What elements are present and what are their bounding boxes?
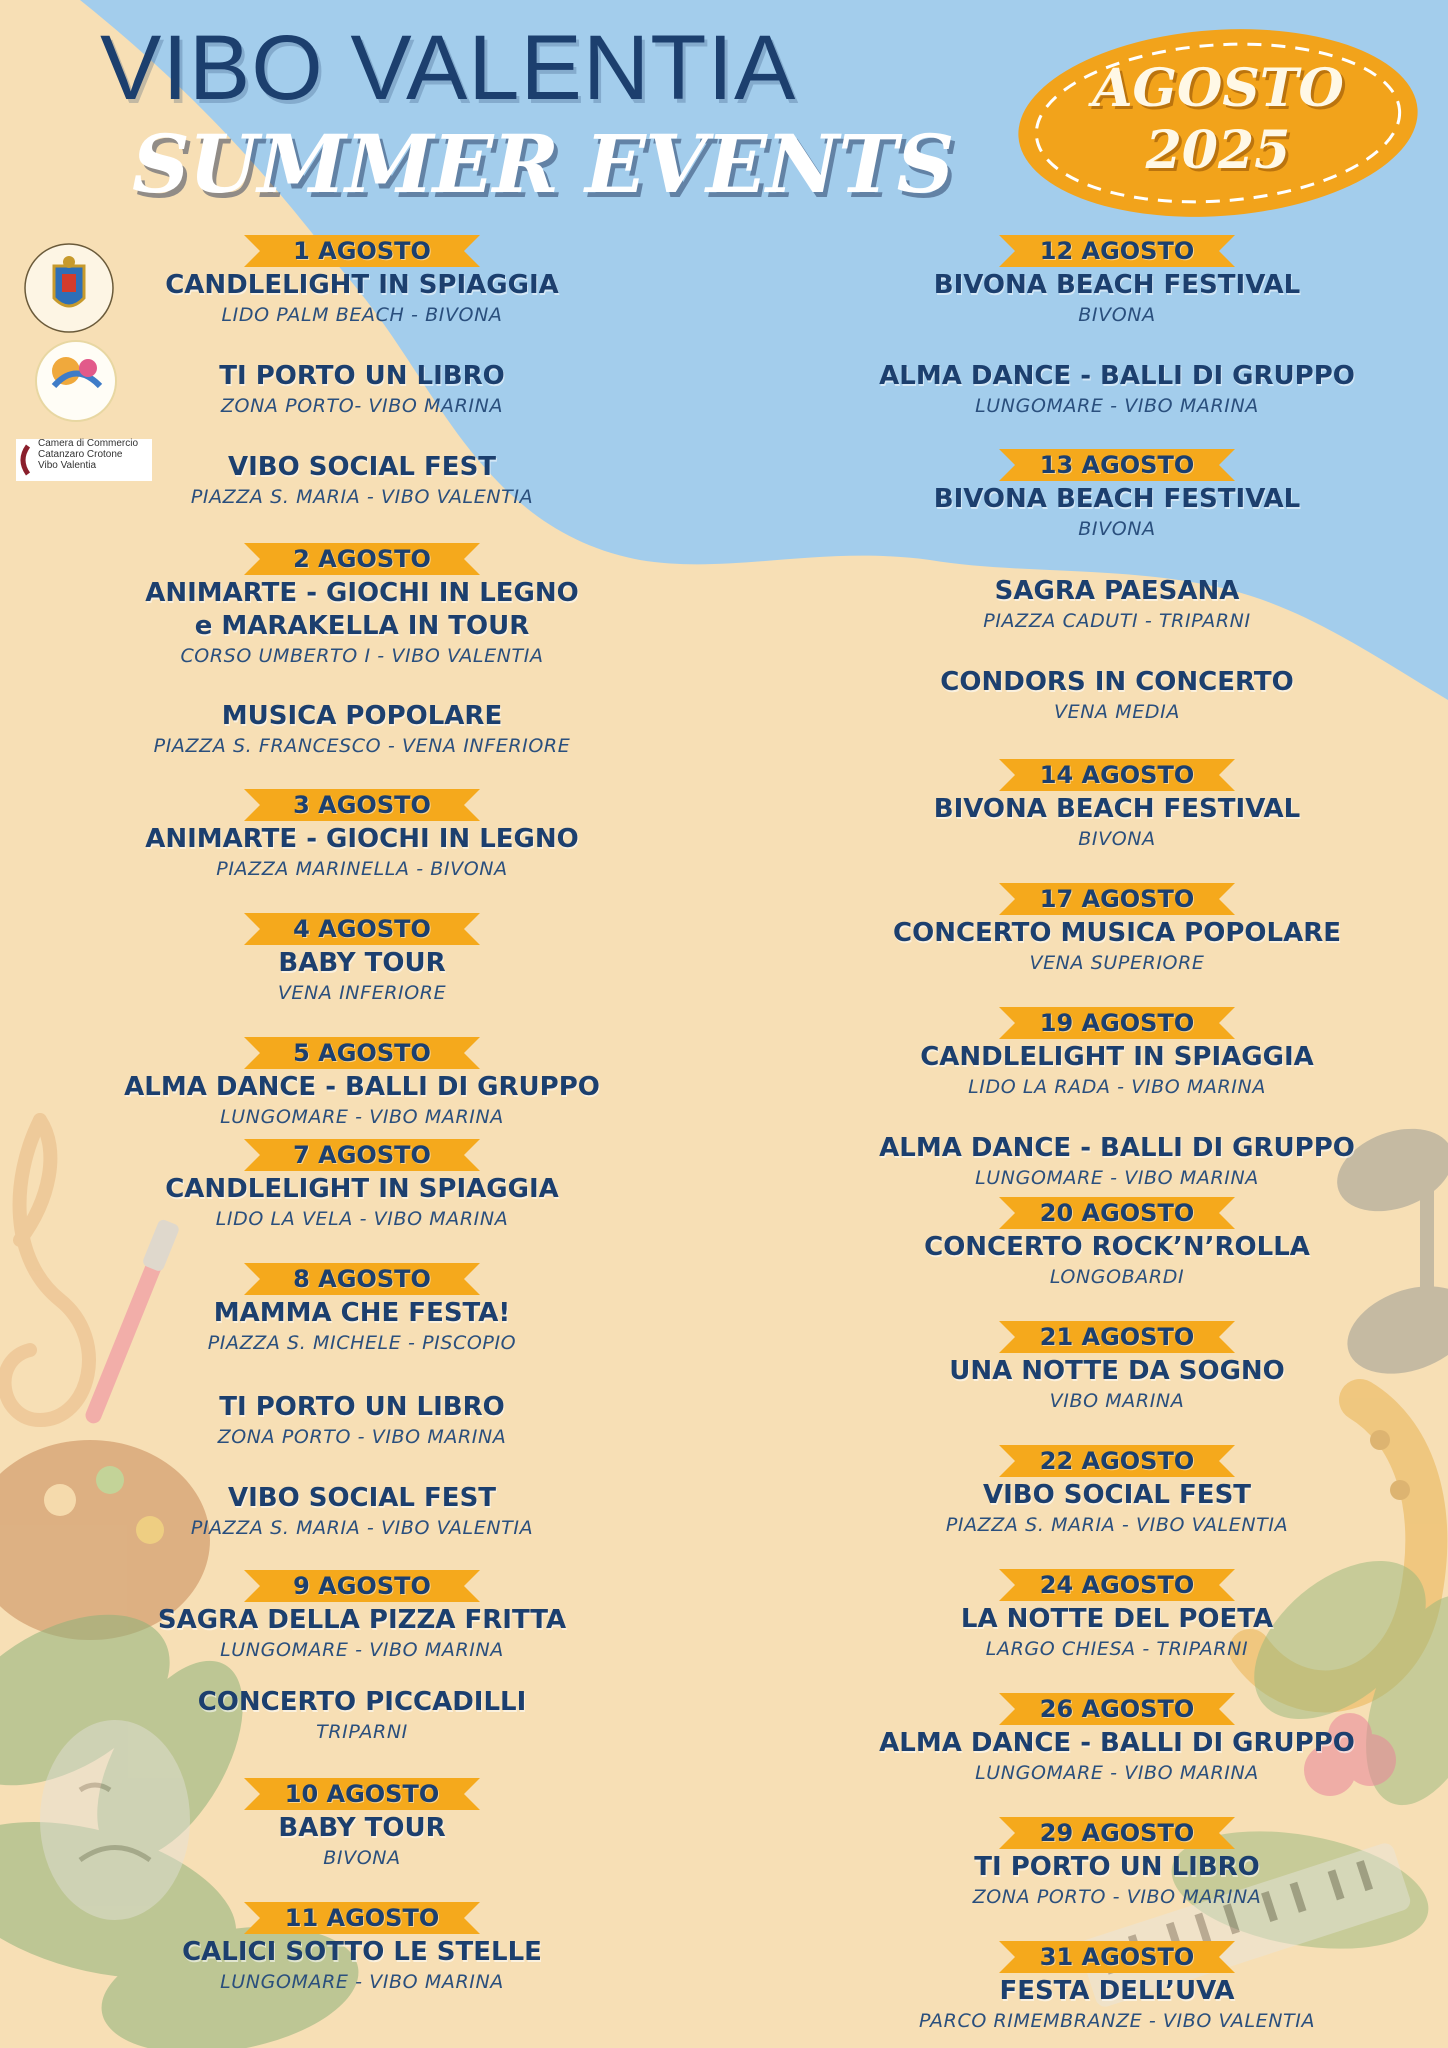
event-location: BIVONA bbox=[323, 1847, 401, 1869]
event-item bbox=[82, 1482, 642, 1541]
event-name: LA NOTTE DEL POETA bbox=[960, 1604, 1274, 1634]
event-location: PIAZZA CADUTI - TRIPARNI bbox=[983, 610, 1251, 632]
event-date-ribbon bbox=[999, 757, 1235, 793]
event-date-ribbon bbox=[244, 1035, 480, 1071]
event-location: LUNGOMARE - VIBO MARINA bbox=[975, 395, 1259, 417]
event-name: UNA NOTTE DA SOGNO bbox=[949, 1356, 1285, 1386]
event-name: CANDLELIGHT IN SPIAGGIA bbox=[165, 270, 559, 300]
event-date: 26 AGOSTO bbox=[1039, 1695, 1195, 1723]
event-name: FESTA DELL’UVA bbox=[999, 1976, 1235, 2006]
event-location: VENA INFERIORE bbox=[277, 982, 447, 1004]
event-location: ZONA PORTO - VIBO MARINA bbox=[972, 1886, 1262, 1908]
event-location: VENA SUPERIORE bbox=[1029, 952, 1205, 974]
event-date: 10 AGOSTO bbox=[284, 1780, 440, 1808]
event-item bbox=[837, 1691, 1397, 1786]
event-item bbox=[82, 1137, 642, 1232]
event-location: LIDO LA VELA - VIBO MARINA bbox=[215, 1208, 509, 1230]
page-title: VIBO VALENTIA bbox=[100, 17, 797, 119]
event-item bbox=[837, 360, 1397, 419]
event-item bbox=[82, 1686, 642, 1745]
right-events-column bbox=[837, 0, 1397, 2048]
event-location: LUNGOMARE - VIBO MARINA bbox=[975, 1762, 1259, 1784]
event-date-ribbon bbox=[999, 447, 1235, 483]
event-date-ribbon bbox=[999, 1691, 1235, 1727]
event-item bbox=[82, 1900, 642, 1995]
event-name: BABY TOUR bbox=[278, 948, 446, 978]
event-item bbox=[82, 541, 642, 669]
event-name: VIBO SOCIAL FEST bbox=[227, 1483, 497, 1513]
event-name: TI PORTO UN LIBRO bbox=[974, 1852, 1260, 1882]
event-location: ZONA PORTO- VIBO MARINA bbox=[220, 395, 504, 417]
event-name: SAGRA PAESANA bbox=[994, 576, 1240, 606]
event-item bbox=[837, 1319, 1397, 1414]
event-item bbox=[837, 1815, 1397, 1910]
event-item bbox=[837, 1132, 1397, 1191]
event-item bbox=[82, 451, 642, 510]
event-location: BIVONA bbox=[1078, 518, 1156, 540]
event-name: ANIMARTE - GIOCHI IN LEGNO bbox=[145, 824, 579, 854]
event-name: BIVONA BEACH FESTIVAL bbox=[933, 794, 1301, 824]
event-date-ribbon bbox=[999, 881, 1235, 917]
event-date-ribbon bbox=[999, 1319, 1235, 1355]
event-name: VIBO SOCIAL FEST bbox=[227, 452, 497, 482]
event-date: 14 AGOSTO bbox=[1039, 761, 1195, 789]
chamber-of-commerce-text: Camera di Commercio Catanzaro Crotone Vibo Valentia bbox=[38, 438, 139, 471]
event-name: ALMA DANCE - BALLI DI GRUPPO bbox=[879, 361, 1355, 391]
badge-year: 2025 bbox=[1145, 120, 1291, 181]
event-date: 11 AGOSTO bbox=[284, 1904, 440, 1932]
event-item bbox=[82, 360, 642, 419]
event-item bbox=[82, 1035, 642, 1130]
event-name: MUSICA POPOLARE bbox=[221, 701, 503, 731]
event-name: CONDORS IN CONCERTO bbox=[940, 667, 1294, 697]
event-location: PIAZZA S. MARIA - VIBO VALENTIA bbox=[190, 486, 534, 508]
event-location: VIBO MARINA bbox=[1049, 1390, 1185, 1412]
event-date: 3 AGOSTO bbox=[293, 791, 431, 819]
event-item bbox=[82, 700, 642, 759]
event-location: LIDO LA RADA - VIBO MARINA bbox=[968, 1076, 1266, 1098]
event-item bbox=[82, 911, 642, 1006]
event-date-ribbon bbox=[999, 1567, 1235, 1603]
event-name: SAGRA DELLA PIZZA FRITTA bbox=[157, 1605, 567, 1635]
event-location: PIAZZA S. FRANCESCO - VENA INFERIORE bbox=[153, 735, 571, 757]
event-date: 24 AGOSTO bbox=[1039, 1571, 1195, 1599]
event-item bbox=[837, 575, 1397, 634]
event-item bbox=[82, 1261, 642, 1356]
event-location: PIAZZA S. MARIA - VIBO VALENTIA bbox=[190, 1517, 534, 1539]
event-location: LUNGOMARE - VIBO MARINA bbox=[220, 1971, 504, 1993]
event-date-ribbon bbox=[244, 911, 480, 947]
event-date-ribbon bbox=[999, 1195, 1235, 1231]
event-location: LUNGOMARE - VIBO MARINA bbox=[220, 1639, 504, 1661]
event-name: ALMA DANCE - BALLI DI GRUPPO bbox=[124, 1072, 600, 1102]
event-date-ribbon bbox=[999, 1939, 1235, 1975]
event-item bbox=[82, 1776, 642, 1871]
event-name: CONCERTO PICCADILLI bbox=[197, 1687, 527, 1717]
event-date: 9 AGOSTO bbox=[293, 1572, 431, 1600]
event-location: LUNGOMARE - VIBO MARINA bbox=[220, 1106, 504, 1128]
event-item bbox=[837, 1939, 1397, 2034]
event-name: CONCERTO MUSICA POPOLARE bbox=[893, 918, 1341, 948]
event-name: BIVONA BEACH FESTIVAL bbox=[933, 270, 1301, 300]
event-name: BABY TOUR bbox=[278, 1813, 446, 1843]
event-item bbox=[837, 1005, 1397, 1100]
badge-month: AGOSTO bbox=[1092, 58, 1344, 119]
event-date: 20 AGOSTO bbox=[1039, 1199, 1195, 1227]
event-location: PIAZZA MARINELLA - BIVONA bbox=[216, 858, 508, 880]
event-date: 22 AGOSTO bbox=[1039, 1447, 1195, 1475]
event-name: VIBO SOCIAL FEST bbox=[982, 1480, 1252, 1510]
event-name: CANDLELIGHT IN SPIAGGIA bbox=[165, 1174, 559, 1204]
event-date: 8 AGOSTO bbox=[293, 1265, 431, 1293]
event-location: CORSO UMBERTO I - VIBO VALENTIA bbox=[180, 645, 544, 667]
event-location: LARGO CHIESA - TRIPARNI bbox=[985, 1638, 1249, 1660]
event-location: BIVONA bbox=[1078, 304, 1156, 326]
event-name: ALMA DANCE - BALLI DI GRUPPO bbox=[879, 1728, 1355, 1758]
event-name: TI PORTO UN LIBRO bbox=[219, 361, 505, 391]
event-date-ribbon bbox=[999, 1443, 1235, 1479]
event-date-ribbon bbox=[999, 233, 1235, 269]
event-name: TI PORTO UN LIBRO bbox=[219, 1392, 505, 1422]
event-location: PIAZZA S. MARIA - VIBO VALENTIA bbox=[945, 1514, 1289, 1536]
event-item bbox=[837, 447, 1397, 542]
event-location: ZONA PORTO - VIBO MARINA bbox=[217, 1426, 507, 1448]
event-date-ribbon bbox=[244, 1568, 480, 1604]
event-name: CALICI SOTTO LE STELLE bbox=[182, 1937, 542, 1967]
event-name: ANIMARTE - GIOCHI IN LEGNO bbox=[145, 578, 579, 608]
event-name: CANDLELIGHT IN SPIAGGIA bbox=[920, 1042, 1314, 1072]
event-item bbox=[82, 233, 642, 328]
event-date: 5 AGOSTO bbox=[293, 1039, 431, 1067]
event-item bbox=[837, 1567, 1397, 1662]
event-location: LUNGOMARE - VIBO MARINA bbox=[975, 1167, 1259, 1189]
event-name: CONCERTO ROCK’N’ROLLA bbox=[924, 1232, 1310, 1262]
event-date: 13 AGOSTO bbox=[1039, 451, 1195, 479]
event-date: 7 AGOSTO bbox=[293, 1141, 431, 1169]
event-item bbox=[82, 1568, 642, 1663]
event-location: BIVONA bbox=[1078, 828, 1156, 850]
event-location: PIAZZA S. MICHELE - PISCOPIO bbox=[207, 1332, 517, 1354]
event-name: ALMA DANCE - BALLI DI GRUPPO bbox=[879, 1133, 1355, 1163]
event-date-ribbon bbox=[999, 1005, 1235, 1041]
event-location: PARCO RIMEMBRANZE - VIBO VALENTIA bbox=[918, 2010, 1316, 2032]
event-item bbox=[837, 666, 1397, 725]
event-item bbox=[837, 233, 1397, 328]
event-date: 21 AGOSTO bbox=[1039, 1323, 1195, 1351]
event-item bbox=[837, 881, 1397, 976]
event-item bbox=[837, 757, 1397, 852]
event-location: VENA MEDIA bbox=[1054, 701, 1180, 723]
page-subtitle: SUMMER EVENTS bbox=[132, 117, 954, 211]
event-date-ribbon bbox=[244, 1776, 480, 1812]
event-date-ribbon bbox=[244, 1261, 480, 1297]
event-date-ribbon bbox=[244, 1900, 480, 1936]
event-date: 29 AGOSTO bbox=[1039, 1819, 1195, 1847]
event-name: BIVONA BEACH FESTIVAL bbox=[933, 484, 1301, 514]
event-date-ribbon bbox=[244, 233, 480, 269]
event-date-ribbon bbox=[999, 1815, 1235, 1851]
event-location: TRIPARNI bbox=[316, 1721, 408, 1743]
event-date-ribbon bbox=[244, 541, 480, 577]
left-events-column bbox=[82, 0, 642, 2048]
event-name: MAMMA CHE FESTA! bbox=[213, 1298, 511, 1328]
event-location: LONGOBARDI bbox=[1049, 1266, 1185, 1288]
event-item bbox=[82, 1391, 642, 1450]
event-item bbox=[82, 787, 642, 882]
event-location: LIDO PALM BEACH - BIVONA bbox=[221, 304, 503, 326]
event-date-ribbon bbox=[244, 1137, 480, 1173]
event-date: 12 AGOSTO bbox=[1039, 237, 1195, 265]
event-item bbox=[837, 1443, 1397, 1538]
event-date: 17 AGOSTO bbox=[1039, 885, 1195, 913]
event-date-ribbon bbox=[244, 787, 480, 823]
event-date: 4 AGOSTO bbox=[293, 915, 431, 943]
event-date: 31 AGOSTO bbox=[1039, 1943, 1195, 1971]
event-date: 2 AGOSTO bbox=[293, 545, 431, 573]
event-date: 1 AGOSTO bbox=[293, 237, 431, 265]
event-date: 19 AGOSTO bbox=[1039, 1009, 1195, 1037]
event-name-line2: e MARAKELLA IN TOUR bbox=[194, 611, 530, 641]
event-item bbox=[837, 1195, 1397, 1290]
